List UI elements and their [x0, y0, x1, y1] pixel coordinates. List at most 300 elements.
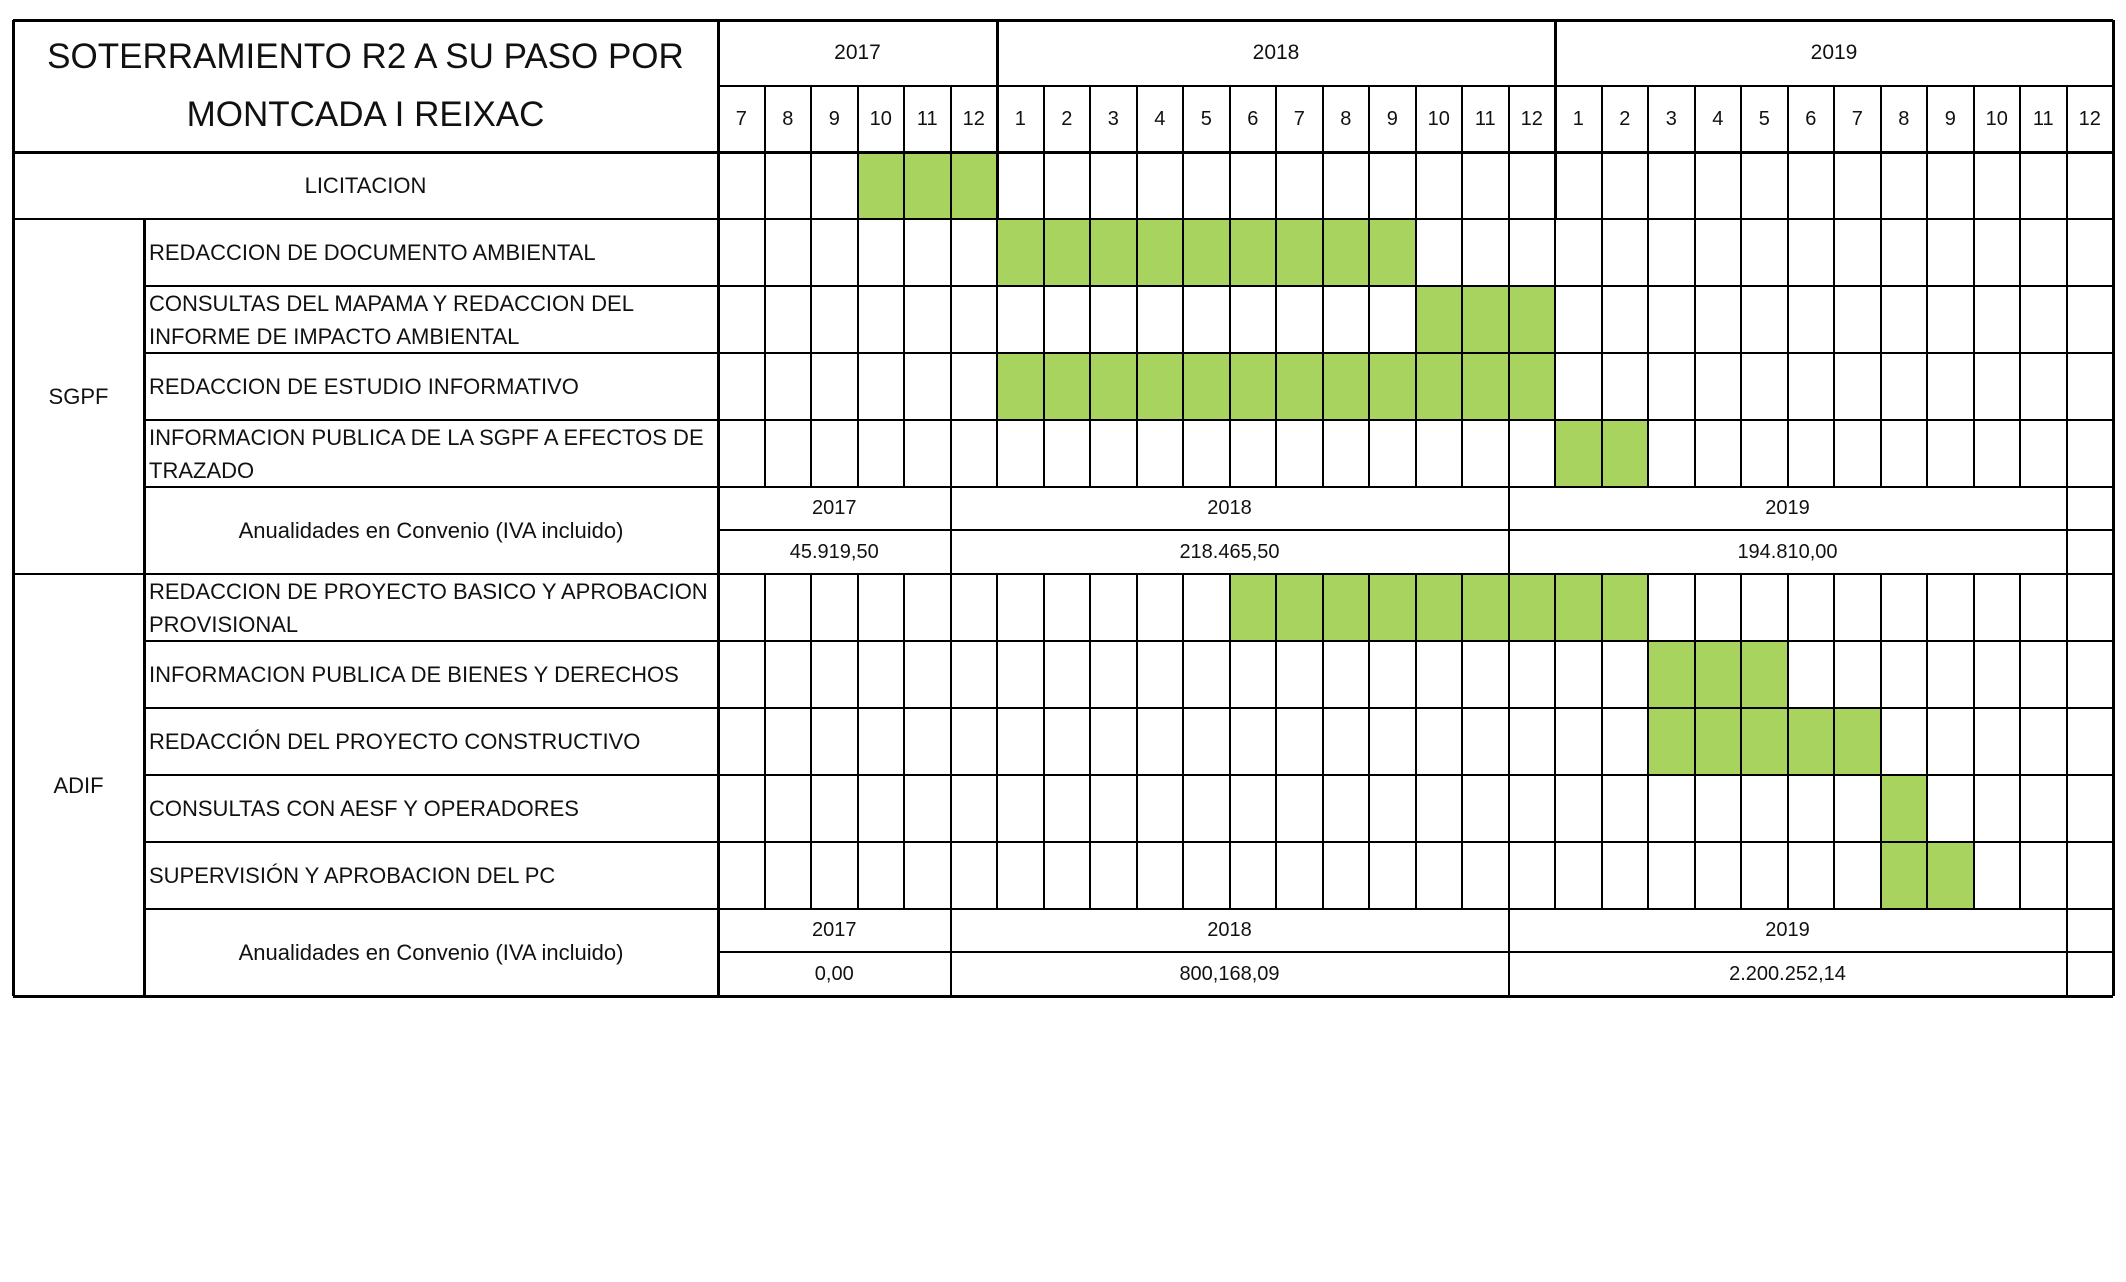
anualidad-year: 2017 [812, 919, 857, 941]
gantt-bar-cell [858, 152, 905, 219]
anualidad-extra-cell [2067, 530, 2114, 574]
anualidad-value: 45.919,50 [789, 540, 879, 563]
gantt-empty-cell [1276, 842, 1323, 909]
gantt-empty-cell [1834, 286, 1881, 353]
gantt-empty-cell [1230, 641, 1277, 708]
gantt-empty-cell [1927, 574, 1974, 641]
year-header: 2017 [834, 41, 881, 64]
gantt-bar-cell [1230, 353, 1277, 420]
gantt-empty-cell [1648, 420, 1695, 487]
gantt-empty-cell [1323, 708, 1370, 775]
gantt-empty-cell [858, 574, 905, 641]
gantt-empty-cell [1974, 708, 2021, 775]
gantt-empty-cell [1648, 842, 1695, 909]
gantt-empty-cell [811, 152, 858, 219]
gantt-empty-cell [1788, 152, 1835, 219]
gantt-empty-cell [1834, 420, 1881, 487]
gantt-empty-cell [765, 842, 812, 909]
gantt-empty-cell [951, 353, 998, 420]
gantt-empty-cell [1741, 286, 1788, 353]
gantt-empty-cell [1462, 219, 1509, 286]
year-header: 2019 [1810, 41, 1858, 64]
month-header: 6 [1247, 107, 1259, 130]
gantt-empty-cell [904, 219, 951, 286]
anualidad-value: 0,00 [814, 962, 854, 985]
gantt-empty-cell [1137, 286, 1184, 353]
month-header: 11 [916, 107, 938, 130]
month-header: 5 [1758, 107, 1770, 130]
gantt-empty-cell [1509, 641, 1556, 708]
gantt-bar-cell [1183, 219, 1230, 286]
gantt-bar-cell [1927, 842, 1974, 909]
task-label: CONSULTAS DEL MAPAMA Y REDACCION DEL INFORME DE IMPACTO AMBIENTAL [149, 290, 634, 349]
month-header: 12 [2078, 107, 2101, 130]
gantt-empty-cell [904, 641, 951, 708]
gantt-bar-cell [1090, 353, 1137, 420]
gantt-empty-cell [997, 775, 1044, 842]
gantt-empty-cell [765, 353, 812, 420]
gantt-empty-cell [1788, 842, 1835, 909]
gantt-empty-cell [1881, 708, 1928, 775]
gantt-empty-cell [1183, 641, 1230, 708]
gantt-empty-cell [1555, 641, 1602, 708]
gantt-empty-cell [904, 574, 951, 641]
gantt-empty-cell [1090, 574, 1137, 641]
gantt-empty-cell [1602, 842, 1649, 909]
month-header: 8 [1898, 107, 1910, 130]
gantt-empty-cell [1695, 219, 1742, 286]
gantt-empty-cell [1555, 152, 1602, 219]
gantt-empty-cell [1416, 152, 1463, 219]
gantt-empty-cell [2020, 641, 2067, 708]
anualidad-year: 2019 [1765, 919, 1810, 941]
anualidad-year: 2018 [1207, 497, 1252, 519]
gantt-empty-cell [811, 708, 858, 775]
gantt-empty-cell [765, 641, 812, 708]
gantt-empty-cell [2020, 574, 2067, 641]
anualidad-value: 194.810,00 [1737, 540, 1838, 563]
gantt-bar-cell [1323, 353, 1370, 420]
gantt-bar-cell [1509, 574, 1556, 641]
gantt-empty-cell [1695, 353, 1742, 420]
gantt-bar-cell [1602, 574, 1649, 641]
gantt-bar-cell [904, 152, 951, 219]
thick-border [143, 219, 146, 996]
gantt-empty-cell [2067, 353, 2114, 420]
gantt-empty-cell [1090, 775, 1137, 842]
gantt-bar-cell [1881, 775, 1928, 842]
gantt-empty-cell [997, 641, 1044, 708]
gantt-empty-cell [2067, 152, 2114, 219]
group-name: SGPF [48, 384, 109, 409]
gantt-empty-cell [1416, 842, 1463, 909]
gantt-empty-cell [1044, 420, 1091, 487]
gantt-empty-cell [1416, 775, 1463, 842]
gantt-empty-cell [811, 574, 858, 641]
gantt-empty-cell [1276, 775, 1323, 842]
gantt-empty-cell [1927, 420, 1974, 487]
gantt-empty-cell [765, 708, 812, 775]
gantt-empty-cell [1602, 219, 1649, 286]
month-header: 8 [1340, 107, 1352, 130]
gantt-empty-cell [811, 353, 858, 420]
task-label: SUPERVISIÓN Y APROBACION DEL PC [149, 863, 556, 888]
gantt-empty-cell [1416, 708, 1463, 775]
gantt-empty-cell [1323, 420, 1370, 487]
gantt-empty-cell [1602, 775, 1649, 842]
gantt-empty-cell [858, 286, 905, 353]
gantt-empty-cell [858, 641, 905, 708]
gantt-empty-cell [904, 708, 951, 775]
gantt-empty-cell [1462, 152, 1509, 219]
gantt-empty-cell [1881, 574, 1928, 641]
gantt-empty-cell [1044, 574, 1091, 641]
gantt-empty-cell [1369, 708, 1416, 775]
gantt-empty-cell [1462, 842, 1509, 909]
gantt-empty-cell [1276, 152, 1323, 219]
gantt-empty-cell [1881, 641, 1928, 708]
gantt-empty-cell [1834, 641, 1881, 708]
gantt-empty-cell [1881, 219, 1928, 286]
gantt-empty-cell [2020, 353, 2067, 420]
anualidad-extra-cell [2067, 952, 2114, 996]
gantt-empty-cell [1323, 152, 1370, 219]
gantt-empty-cell [718, 420, 765, 487]
month-header: 4 [1712, 107, 1724, 130]
anualidades-label: Anualidades en Convenio (IVA incluido) [238, 518, 624, 543]
gantt-empty-cell [2020, 775, 2067, 842]
anualidad-value: 218.465,50 [1179, 540, 1280, 563]
anualidad-year: 2017 [812, 497, 857, 519]
gantt-empty-cell [1555, 708, 1602, 775]
gantt-empty-cell [1974, 152, 2021, 219]
gantt-empty-cell [1741, 353, 1788, 420]
gantt-empty-cell [951, 574, 998, 641]
gantt-bar-cell [1834, 708, 1881, 775]
gantt-empty-cell [765, 574, 812, 641]
gantt-empty-cell [718, 775, 765, 842]
gantt-empty-cell [2067, 574, 2114, 641]
gantt-empty-cell [1834, 842, 1881, 909]
gantt-bar-cell [1369, 353, 1416, 420]
gantt-empty-cell [2020, 420, 2067, 487]
month-header: 3 [1107, 107, 1119, 130]
gantt-empty-cell [858, 219, 905, 286]
gantt-empty-cell [811, 842, 858, 909]
gantt-empty-cell [765, 219, 812, 286]
gantt-bar-cell [1230, 574, 1277, 641]
gantt-bar-cell [1648, 641, 1695, 708]
gantt-empty-cell [997, 842, 1044, 909]
gantt-empty-cell [1741, 420, 1788, 487]
gantt-empty-cell [1834, 219, 1881, 286]
gantt-empty-cell [1834, 574, 1881, 641]
gantt-empty-cell [1462, 775, 1509, 842]
gantt-empty-cell [1183, 574, 1230, 641]
gantt-empty-cell [2020, 708, 2067, 775]
gantt-empty-cell [1090, 152, 1137, 219]
gantt-empty-cell [1741, 842, 1788, 909]
gantt-empty-cell [1788, 219, 1835, 286]
month-header: 2 [1061, 107, 1073, 130]
gantt-empty-cell [1695, 574, 1742, 641]
gantt-empty-cell [904, 286, 951, 353]
gantt-empty-cell [1974, 420, 2021, 487]
gantt-empty-cell [811, 775, 858, 842]
gantt-bar-cell [1276, 574, 1323, 641]
gantt-bar-cell [1555, 420, 1602, 487]
gantt-bar-cell [1462, 353, 1509, 420]
gantt-empty-cell [1323, 286, 1370, 353]
task-label: INFORMACION PUBLICA DE BIENES Y DERECHOS [149, 662, 679, 687]
gantt-bar-cell [1741, 641, 1788, 708]
gantt-empty-cell [1044, 842, 1091, 909]
gantt-empty-cell [2067, 286, 2114, 353]
gantt-empty-cell [1695, 420, 1742, 487]
gantt-empty-cell [1648, 574, 1695, 641]
gantt-empty-cell [718, 353, 765, 420]
task-label: CONSULTAS CON AESF Y OPERADORES [149, 796, 579, 821]
gantt-empty-cell [951, 286, 998, 353]
gantt-empty-cell [1881, 152, 1928, 219]
gantt-bar-cell [1462, 574, 1509, 641]
gantt-empty-cell [1044, 775, 1091, 842]
month-header: 8 [782, 107, 794, 130]
gantt-empty-cell [904, 420, 951, 487]
gantt-empty-cell [1602, 152, 1649, 219]
gantt-empty-cell [1369, 420, 1416, 487]
gantt-empty-cell [951, 219, 998, 286]
gantt-empty-cell [1416, 219, 1463, 286]
month-header: 12 [962, 107, 985, 130]
gantt-empty-cell [1509, 219, 1556, 286]
gantt-empty-cell [1230, 708, 1277, 775]
gantt-empty-cell [1230, 420, 1277, 487]
gantt-empty-cell [1509, 708, 1556, 775]
thick-border [13, 151, 2113, 154]
task-label: REDACCIÓN DEL PROYECTO CONSTRUCTIVO [149, 729, 641, 754]
gantt-empty-cell [1741, 775, 1788, 842]
gantt-empty-cell [1695, 775, 1742, 842]
gantt-empty-cell [858, 708, 905, 775]
gantt-empty-cell [1788, 641, 1835, 708]
gantt-empty-cell [858, 420, 905, 487]
gantt-empty-cell [904, 353, 951, 420]
gantt-bar-cell [1323, 574, 1370, 641]
gantt-empty-cell [718, 152, 765, 219]
gantt-bar-cell [1602, 420, 1649, 487]
gantt-bar-cell [1276, 219, 1323, 286]
licitacion-label: LICITACION [304, 173, 427, 198]
gantt-empty-cell [1369, 775, 1416, 842]
gantt-empty-cell [2067, 842, 2114, 909]
gantt-bar-cell [1276, 353, 1323, 420]
gantt-empty-cell [718, 842, 765, 909]
gantt-empty-cell [1741, 574, 1788, 641]
gantt-bar-cell [1555, 574, 1602, 641]
gantt-empty-cell [765, 420, 812, 487]
gantt-bar-cell [997, 353, 1044, 420]
gantt-empty-cell [1462, 641, 1509, 708]
thick-border [1554, 20, 1557, 219]
gantt-empty-cell [1927, 641, 1974, 708]
month-header: 4 [1154, 107, 1166, 130]
gantt-empty-cell [951, 420, 998, 487]
year-header: 2018 [1252, 41, 1300, 64]
gantt-empty-cell [1090, 708, 1137, 775]
gantt-empty-cell [1834, 353, 1881, 420]
anualidad-extra-cell [2067, 909, 2114, 952]
month-header: 10 [1985, 107, 2008, 130]
gantt-empty-cell [2067, 708, 2114, 775]
gantt-empty-cell [1462, 708, 1509, 775]
month-header: 7 [1293, 107, 1305, 130]
gantt-empty-cell [1183, 842, 1230, 909]
task-label: REDACCION DE DOCUMENTO AMBIENTAL [149, 240, 596, 265]
gantt-empty-cell [951, 842, 998, 909]
thick-border [717, 20, 720, 996]
gantt-empty-cell [1788, 353, 1835, 420]
month-header: 11 [1474, 107, 1496, 130]
gantt-empty-cell [858, 842, 905, 909]
gantt-empty-cell [2067, 420, 2114, 487]
gantt-empty-cell [1974, 574, 2021, 641]
gantt-empty-cell [1602, 286, 1649, 353]
gantt-empty-cell [1276, 708, 1323, 775]
gantt-empty-cell [1648, 219, 1695, 286]
gantt-empty-cell [1974, 641, 2021, 708]
gantt-empty-cell [1927, 219, 1974, 286]
gantt-empty-cell [1881, 286, 1928, 353]
anualidad-year: 2019 [1765, 497, 1810, 519]
gantt-empty-cell [718, 219, 765, 286]
gantt-empty-cell [1788, 574, 1835, 641]
task-label: INFORMACION PUBLICA DE LA SGPF A EFECTOS DE TRAZADO [149, 424, 704, 483]
gantt-empty-cell [904, 775, 951, 842]
task-label: REDACCION DE ESTUDIO INFORMATIVO [149, 374, 579, 399]
gantt-empty-cell [1137, 842, 1184, 909]
gantt-bar-cell [1416, 574, 1463, 641]
gantt-empty-cell [1695, 842, 1742, 909]
gantt-empty-cell [1369, 152, 1416, 219]
gantt-empty-cell [1741, 219, 1788, 286]
gantt-empty-cell [1881, 353, 1928, 420]
gantt-empty-cell [718, 286, 765, 353]
gantt-empty-cell [1741, 152, 1788, 219]
gantt-empty-cell [1974, 219, 2021, 286]
gantt-empty-cell [1183, 286, 1230, 353]
gantt-empty-cell [1276, 286, 1323, 353]
gantt-empty-cell [1044, 641, 1091, 708]
gantt-empty-cell [1509, 775, 1556, 842]
gantt-empty-cell [1369, 842, 1416, 909]
gantt-empty-cell [1369, 641, 1416, 708]
gantt-empty-cell [1974, 353, 2021, 420]
gantt-empty-cell [1927, 286, 1974, 353]
gantt-empty-cell [1323, 842, 1370, 909]
thick-border [12, 20, 15, 996]
month-header: 11 [2032, 107, 2054, 130]
gantt-bar-cell [997, 219, 1044, 286]
gantt-bar-cell [1509, 286, 1556, 353]
thick-border [2112, 20, 2115, 996]
gantt-empty-cell [997, 152, 1044, 219]
gantt-empty-cell [1695, 152, 1742, 219]
gantt-empty-cell [718, 708, 765, 775]
gantt-empty-cell [811, 420, 858, 487]
gantt-bar-cell [1369, 574, 1416, 641]
gantt-empty-cell [1323, 641, 1370, 708]
month-header: 2 [1619, 107, 1631, 130]
gantt-empty-cell [997, 708, 1044, 775]
gantt-empty-cell [811, 641, 858, 708]
gantt-empty-cell [858, 353, 905, 420]
gantt-empty-cell [1137, 775, 1184, 842]
gantt-empty-cell [2067, 641, 2114, 708]
gantt-empty-cell [2020, 152, 2067, 219]
gantt-empty-cell [2067, 775, 2114, 842]
gantt-bar-cell [1369, 219, 1416, 286]
gantt-empty-cell [1648, 152, 1695, 219]
month-header: 3 [1665, 107, 1677, 130]
page-title: SOTERRAMIENTO R2 A SU PASO POR MONTCADA I REIXAC [47, 37, 684, 134]
month-header: 10 [1427, 107, 1450, 130]
gantt-empty-cell [1602, 353, 1649, 420]
gantt-empty-cell [1509, 420, 1556, 487]
anualidad-value: 2.200.252,14 [1729, 962, 1846, 985]
gantt-empty-cell [1648, 775, 1695, 842]
gantt-empty-cell [1602, 641, 1649, 708]
gantt-empty-cell [1881, 420, 1928, 487]
gantt-empty-cell [1183, 775, 1230, 842]
gantt-bar-cell [1137, 353, 1184, 420]
gantt-empty-cell [1788, 286, 1835, 353]
month-header: 6 [1805, 107, 1817, 130]
thick-border [996, 20, 999, 219]
gantt-empty-cell [1416, 641, 1463, 708]
gantt-empty-cell [765, 152, 812, 219]
gantt-bar-cell [1230, 219, 1277, 286]
gantt-empty-cell [1648, 286, 1695, 353]
gantt-empty-cell [2020, 842, 2067, 909]
gantt-empty-cell [1648, 353, 1695, 420]
gantt-empty-cell [1974, 775, 2021, 842]
gantt-empty-cell [1927, 708, 1974, 775]
gantt-empty-cell [1555, 842, 1602, 909]
gantt-empty-cell [1044, 708, 1091, 775]
group-name: ADIF [53, 772, 104, 798]
gantt-bar-cell [1509, 353, 1556, 420]
gantt-empty-cell [1183, 708, 1230, 775]
gantt-empty-cell [1974, 842, 2021, 909]
anualidad-value: 800,168,09 [1179, 962, 1280, 985]
gantt-empty-cell [858, 775, 905, 842]
task-label: REDACCION DE PROYECTO BASICO Y APROBACION PROVISIONAL [149, 578, 708, 637]
anualidades-label: Anualidades en Convenio (IVA incluido) [238, 940, 624, 965]
gantt-empty-cell [1509, 152, 1556, 219]
month-header: 9 [1386, 107, 1398, 130]
gantt-empty-cell [1230, 286, 1277, 353]
gantt-empty-cell [1509, 842, 1556, 909]
gantt-empty-cell [1555, 286, 1602, 353]
gantt-empty-cell [1137, 574, 1184, 641]
gantt-empty-cell [1137, 420, 1184, 487]
anualidad-extra-cell [2067, 487, 2114, 530]
gantt-empty-cell [1044, 152, 1091, 219]
gantt-bar-cell [1323, 219, 1370, 286]
gantt-empty-cell [1230, 775, 1277, 842]
gantt-empty-cell [1788, 775, 1835, 842]
